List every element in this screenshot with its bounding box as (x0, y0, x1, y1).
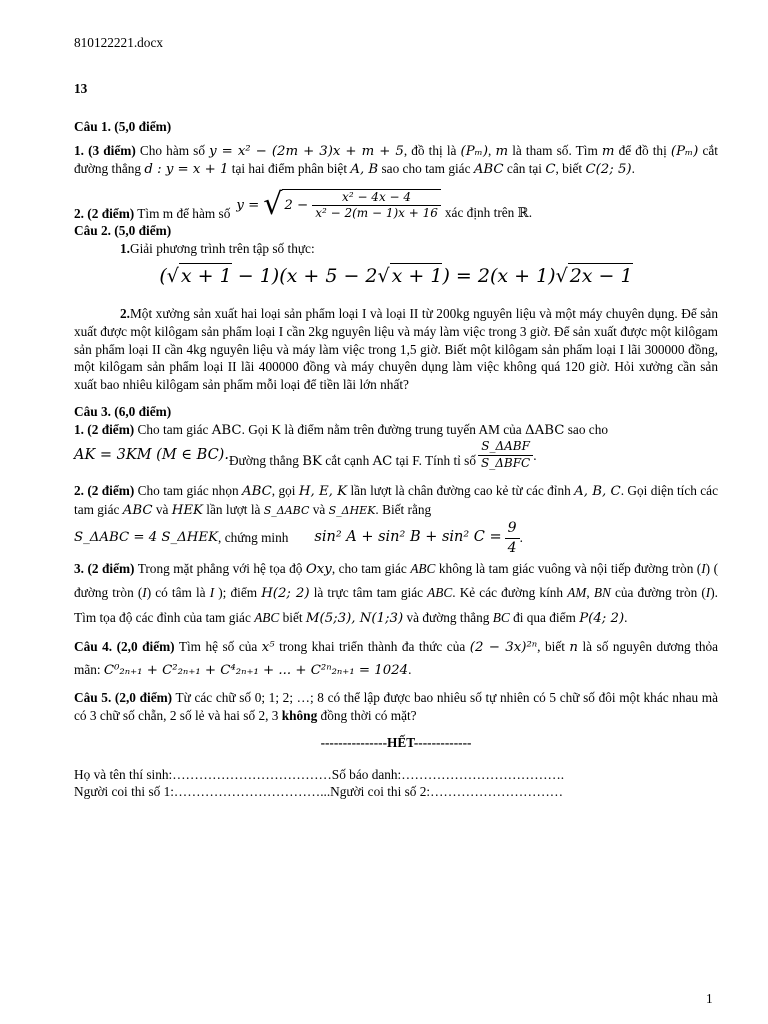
q3-part1-cont (74, 439, 718, 472)
emphasis-khong: không (281, 707, 318, 723)
fraction-numerator: 9 (505, 519, 520, 538)
text: Đường thẳng (228, 453, 303, 469)
binomial-expression: (2 − 3x)²ⁿ (469, 639, 538, 655)
text: lần lượt là (202, 501, 264, 517)
text: của đường tròn ( (610, 585, 706, 601)
text: . (631, 161, 635, 177)
q3-part3 (74, 557, 718, 630)
point-h: H(2; 2) (261, 586, 310, 602)
text: và (152, 501, 172, 517)
text: , (586, 585, 594, 601)
text: là trực tâm tam giác (309, 585, 428, 601)
proctor-info-line: Người coi thi số 1:……………………………...Người coi thi số 2:………………………… (74, 784, 564, 800)
triangle-abc: ABC (410, 560, 436, 576)
text: Giải phương trình trên tập số thực: (129, 240, 315, 256)
text: tại F. Tính tỉ số (392, 453, 476, 469)
text: . (519, 530, 523, 546)
q5-title: Câu 5. (2,0 điểm) (74, 689, 173, 705)
param-n: n (569, 639, 578, 655)
text: để đồ thị (614, 142, 671, 158)
text: Trong mặt phẳng với hệ tọa độ (134, 560, 306, 576)
fraction-numerator: S_ΔABF (478, 439, 533, 456)
page-number: 1 (706, 991, 713, 1006)
text: . Gọi K là điểm nằm trên đường trung tuyến AM của (241, 421, 526, 437)
q2-equation: (√ x + 1 − 1)(x + 5 − 2√ x + 1) = 2(x + 1)√ 2x − 1 (74, 263, 718, 289)
fraction-denominator: S_ΔBFC (481, 456, 531, 471)
end-marker: ---------------HẾT------------- (320, 735, 472, 751)
text: trong khai triển thành đa thức của (274, 638, 470, 654)
text: . (533, 447, 537, 463)
text: và (309, 501, 329, 517)
text: là tham số. Tìm (508, 142, 602, 158)
q1-title: Câu 1. (5,0 điểm) (74, 119, 172, 134)
area-abc: S_ΔABC (263, 503, 310, 517)
diameter-bn: BN (593, 585, 611, 601)
vertices: A, B, C (574, 483, 621, 499)
triangle-abc: ΔABC (525, 422, 565, 438)
x-power-5: x⁵ (261, 639, 275, 655)
real-numbers-symbol: ℝ (517, 205, 529, 221)
text: lần lượt là chân đường cao kẻ từ các đỉnh (347, 482, 575, 498)
text: Một xưởng sản xuất hai loại sản phẩm loại I và loại II từ 200kg nguyên liệu và một máy chuyên dụng. Để sản xuất được một kilôgam sản phẩm loại I cần 2kg nguyên liệu và máy làm việc trong 3 giờ. Để sản xuất được một kilôgam sản phẩm loại II cần 4kg nguyên liệu và máy làm việc trong 1,5 giờ. Biết một kilôgam sản phẩm loại I lãi 300000 đồng, một kilôgam sản phẩm loại II lãi 400000 đồng và máy chuyên dụng làm việc không quá 120 giờ. Hỏi xưởng cần sản xuất bao nhiêu kilôgam sản phẩm mỗi loại để tiền lãi lớn nhất? (74, 306, 718, 392)
text: , (488, 142, 496, 158)
triangle-hek: HEK (171, 502, 203, 518)
param-m: m (601, 143, 615, 159)
sqrt-term: x + 1 (179, 263, 232, 289)
text: Cho hàm số (135, 142, 210, 158)
text: đồng thời có mặt? (317, 707, 417, 723)
exam-code: 13 (74, 81, 88, 96)
q3-part1 (74, 421, 718, 440)
file-name: 810122221.docx (74, 35, 164, 50)
text: ). Tìm tọa độ các đỉnh của tam giác (74, 585, 718, 625)
text: sao cho (564, 421, 608, 437)
point-c-coords: C(2; 5) (585, 162, 632, 178)
q4-title: Câu 4. (2,0 điểm) (74, 638, 175, 654)
text: biết (279, 609, 306, 625)
area-hek: S_ΔHEK (328, 503, 376, 517)
q2-title: Câu 2. (5,0 điểm) (74, 223, 172, 239)
line-bk: BK (302, 454, 322, 470)
text: , chứng minh (218, 530, 289, 546)
text: . (624, 609, 628, 625)
text: − 1)(x + 5 − 2 (231, 265, 378, 288)
fraction-denominator: x² − 2(m − 1)x + 16 (315, 206, 438, 221)
graph-symbol: (Pₘ) (460, 143, 489, 159)
circle-i: I (142, 585, 147, 601)
text: . (528, 204, 533, 220)
text: , đồ thị là (403, 142, 461, 158)
text: Cho tam giác (134, 421, 212, 437)
q4 (74, 636, 718, 683)
q3-title: Câu 3. (6,0 điểm) (74, 404, 172, 420)
text: . Gọi diện tích các tam giác (74, 482, 718, 517)
q3-p3-label: 3. (2 điểm) (74, 560, 135, 576)
text: cắt đường thẳng (74, 142, 718, 177)
text: Từ các chữ số 0; 1; 2; …; 8 có thể lập được bao nhiêu số tự nhiên có 5 chữ số đôi một khác nhau mà có 3 chữ số chẵn, 2 số lẻ và hai số 2, 3 (74, 689, 719, 723)
triangle-abc: ABC (242, 483, 272, 499)
text: cân tại (503, 161, 546, 177)
function-formula: y = x² − (2m + 3)x + m + 5 (209, 143, 404, 159)
q1-part2 (74, 189, 718, 223)
text: . Biết rằng (375, 501, 432, 517)
text: không là tam giác vuông và nội tiếp đường tròn ( (435, 560, 702, 576)
exam-content (74, 118, 718, 801)
q2-p1-label: 1. (120, 240, 130, 256)
graph-symbol: (Pₘ) (670, 143, 699, 159)
q3-p2-label: 2. (2 điểm) (74, 482, 135, 498)
fraction-numerator: x² − 4x − 4 (312, 190, 441, 207)
side-ac: AC (372, 454, 393, 470)
sqrt-term: x + 1 (390, 263, 443, 289)
line-formula: d : y = x + 1 (144, 162, 229, 178)
circle-i: I (701, 560, 706, 576)
param-m: m (495, 143, 509, 159)
y-equals: y = (236, 197, 260, 213)
text: ) = 2(x + 1) (442, 265, 556, 288)
text: . Kẻ các đường kính (452, 585, 568, 601)
q2-p2-label: 2. (120, 306, 130, 322)
coordinate-system: Oxy (305, 561, 332, 577)
text: Tìm hệ số của (174, 638, 262, 654)
point-p: P(4; 2) (579, 610, 625, 626)
q2-part1 (74, 240, 718, 258)
triangle-abc: ABC (254, 609, 280, 625)
text: , biết (537, 638, 570, 654)
text: là số nguyên dương thỏa mãn: (74, 638, 719, 678)
candidate-info-line: Họ và tên thí sinh:………………………………Số báo danh:………………………………. (74, 766, 565, 782)
circle-i: I (705, 585, 711, 601)
area-relation: S_ΔABC = 4 S_ΔHEK (74, 530, 219, 546)
text: tại hai điểm phân biệt (228, 161, 351, 177)
q3-part2 (74, 482, 718, 519)
text: xác định trên (444, 204, 518, 220)
sin-identity: sin² A + sin² B + sin² C = (314, 529, 502, 546)
text: ( (159, 265, 167, 288)
text: và đường thẳng (403, 609, 493, 625)
triangle-abc: ABC (427, 585, 453, 601)
text: ) có tâm là (146, 585, 210, 601)
text: , biết (555, 161, 586, 177)
sqrt-term: 2x − 1 (568, 263, 633, 289)
q2-part2 (74, 305, 718, 393)
sqrt-two: 2 − (284, 198, 309, 214)
point-c: C (545, 162, 556, 178)
diameter-am: AM (567, 585, 587, 601)
triangle-abc: ABC (473, 162, 504, 178)
q3-part2-cont (74, 519, 718, 557)
points-hek: H, E, K (298, 483, 348, 499)
q3-p1-label: 1. (2 điểm) (74, 421, 135, 437)
text: cắt cạnh (321, 453, 373, 469)
text: , cho tam giác (331, 560, 411, 576)
text: . (408, 662, 412, 678)
q1-p2-label: 2. (2 điểm) (74, 205, 135, 221)
center-i: I (209, 585, 215, 601)
text: sao cho tam giác (378, 161, 474, 177)
vector-relation: AK = 3KM (M ∈ BC). (74, 447, 229, 464)
triangle-abc: ABC (122, 502, 153, 518)
line-bc: BC (492, 609, 510, 625)
text: ) ( đường tròn ( (74, 560, 718, 601)
q1-p1-label: 1. (3 điểm) (74, 142, 136, 158)
text: Tìm m để hàm số (134, 205, 231, 221)
text: ); điểm (214, 585, 262, 601)
q5 (74, 689, 718, 724)
points-mn: M(5;3), N(1;3) (305, 610, 404, 626)
points-ab: A, B (350, 162, 379, 178)
triangle-abc: ABC (211, 422, 242, 438)
text: , gọi (271, 482, 299, 498)
fraction-denominator: 4 (507, 539, 517, 556)
binomial-sum: C⁰₂ₙ₊₁ + C²₂ₙ₊₁ + C⁴₂ₙ₊₁ + ... + C²ⁿ₂ₙ₊₁ = 1024 (103, 663, 409, 679)
text: Cho tam giác nhọn (134, 482, 242, 498)
q1-part1 (74, 142, 718, 179)
sqrt-expression: √ 2 − $\frac{\text{x² − 4x − 4}}{\text{x² − 2(m − 1)x + 16}}$ (263, 189, 441, 223)
text: đi qua điểm (509, 609, 580, 625)
